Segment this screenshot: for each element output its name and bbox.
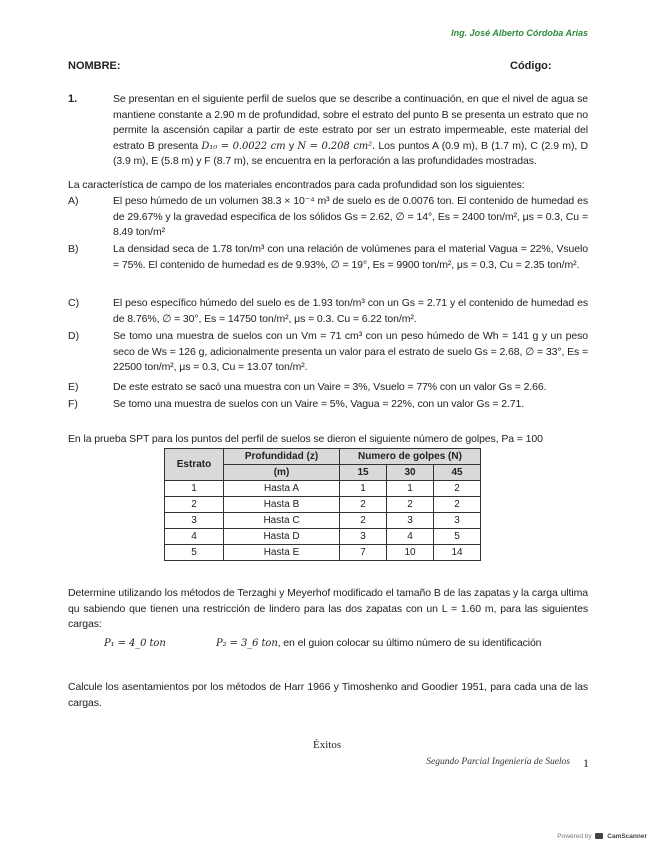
table-row [165,513,481,529]
table-cell: 2 [434,481,481,497]
header-profundidad: Profundidad (z) [224,449,340,465]
header-unit: (m) [224,465,340,481]
closing-text: Éxitos [313,739,342,751]
author-header: Ing. José Alberto Córdoba Arias [451,28,588,38]
table-cell: 1 [165,481,224,497]
table-cell: 2 [387,497,434,513]
table-cell: 4 [387,529,434,545]
load-p1: P₁ = 4_0 ton [104,638,166,649]
table-cell: 14 [434,545,481,561]
item-letter: A) [68,195,79,207]
item-letter: B) [68,243,79,255]
table-cell: 10 [387,545,434,561]
table-row [165,545,481,561]
table-cell: 3 [434,513,481,529]
item-text: De este estrato se sacó una muestra con un Vaire = 3%, Vsuelo = 77% con un valor Gs = 2.66. [113,381,547,393]
table-row [165,529,481,545]
table-cell: Hasta E [224,545,340,561]
problem-intro: Se presentan en el siguiente perfil de suelos que se describe a continuación, en que el nivel de agua se mantiene constante a 2.90 m de profundidad, sobre el estrato del punto B se presenta un estrato que no permite la ascensión capilar a partir de este estrato por ser un estrato impermeable, este material del estrato B presenta D₁₀ = 0.0022 cm y N = 0.208 cm². Los puntos A (0.9 m), B (1.7 m), C (2.9 m), D (3.9 m), E (5.8 m) y F (8.7 m), se encuentra en la perforación a las profundidades mostradas. [113,93,588,168]
table-cell: 1 [340,481,387,497]
table-cell: Hasta D [224,529,340,545]
task-settlement: Calcule los asentamientos por los métodos de Harr 1966 y Timoshenko and Goodier 1951, para cada una de las cargas. [68,681,588,709]
spt-intro: En la prueba SPT para los puntos del perfil de suelos se dieron el siguiente número de golpes, Pa = 100 [68,433,543,445]
table-cell: 3 [340,529,387,545]
table-cell: 2 [340,497,387,513]
page-number: 1 [583,756,589,770]
item-text: Se tomo una muestra de suelos con un Vm = 71 cm³ con un peso húmedo de Wh = 141 g y un peso seco de Ws = 126 g, adicionalmente presenta un valor para el estrato de suelo Gs = 2.68, ∅ = 33°, Es = 22500 ton/m², μs = 0.3, Cu = 13.07 ton/m². [113,330,588,374]
code-label: Código: [510,60,552,72]
item-text: Se tomo una muestra de suelos con un Vaire = 5%, Vagua = 22%, con un valor Gs = 2.71. [113,398,525,410]
table-cell: 7 [340,545,387,561]
table-cell: 2 [434,497,481,513]
camscanner-watermark: Powered by CamScanner [557,833,647,840]
task-determine: Determine utilizando los métodos de Terzaghi y Meyerhof modificado el tamaño B de las zapatas y la carga ultima qu sabiendo que tienen una restricción de lindero para las dos zapatas con un L = 1.60 m, para las siguientes cargas: [68,587,588,631]
header-col: 45 [434,465,481,481]
header-golpes: Numero de golpes (N) [340,449,481,465]
table-cell: 3 [165,513,224,529]
item-text: El peso específico húmedo del suelo es de 1.93 ton/m³ con un Gs = 2.71 y el contenido de humedad es de 8.76%, ∅ = 30°, Es = 14750 ton/m², μs = 0.3. Cu = 6.22 ton/m². [113,297,588,325]
item-text: La densidad seca de 1.78 ton/m³ con una relación de volúmenes para el material Vagua = 22%, Vsuelo = 75%. El contenido de humedad es de 9.93%, ∅ = 19°, Es = 9900 ton/m², μs = 0.3, Cu = 2.35 ton/m². [113,243,588,271]
table-row [165,481,481,497]
problem-number: 1. [68,93,78,105]
header-estrato: Estrato [165,449,224,481]
table-row [165,497,481,513]
table-cell: Hasta C [224,513,340,529]
table-cell: 4 [165,529,224,545]
name-label: NOMBRE: [68,60,121,72]
item-letter: D) [68,330,80,342]
table-cell: Hasta A [224,481,340,497]
header-col: 30 [387,465,434,481]
header-col: 15 [340,465,387,481]
load-p2: P₂ = 3_6 ton, en el guion colocar su último número de su identificación [216,637,542,649]
camscanner-icon [595,833,603,839]
table-cell: 3 [387,513,434,529]
table-cell: 2 [165,497,224,513]
item-letter: C) [68,297,80,309]
spt-table [164,448,481,561]
table-cell: Hasta B [224,497,340,513]
table-cell: 2 [340,513,387,529]
item-letter: E) [68,381,79,393]
table-cell: 5 [165,545,224,561]
characteristics-intro: La característica de campo de los materiales encontrados para cada profundidad son los siguientes: [68,179,525,191]
table-cell: 5 [434,529,481,545]
item-letter: F) [68,398,78,410]
item-text: El peso húmedo de un volumen 38.3 × 10⁻⁴ m³ de suelo es de 0.0076 ton. El contenido de humedad es de 29.67% y la gravedad especifica de los sólidos Gs = 2.62, ∅ = 14°, Es = 2400 ton/m², μs = 0.3, Cu = 8.49 ton/m² [113,195,588,239]
table-cell: 1 [387,481,434,497]
footer-title: Segundo Parcial Ingeniería de Suelos [426,757,570,767]
